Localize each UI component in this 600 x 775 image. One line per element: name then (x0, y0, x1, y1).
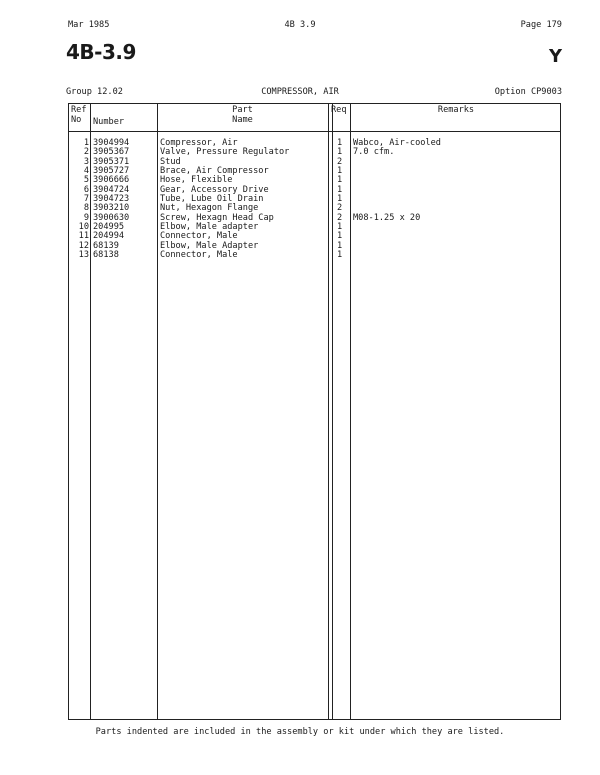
cell-ref: 7 (83, 194, 89, 205)
cell-req: 1 (337, 222, 343, 233)
cell-req: 1 (337, 166, 343, 177)
cell-ref: 1 (83, 138, 89, 148)
header-part-name: Part Name (232, 105, 253, 125)
number-column (93, 139, 129, 260)
cell-req: 1 (337, 138, 343, 148)
cell-remarks: 7.0 cfm. (353, 147, 395, 158)
cell-ref: 13 (78, 250, 89, 261)
header-remarks: Remarks (437, 105, 475, 115)
column-divider (328, 104, 329, 719)
cell-part-name: Connector, Male (160, 250, 238, 261)
cell-part-name: Brace, Air Compressor (160, 166, 269, 177)
page-date: Mar 1985 (68, 20, 110, 30)
cell-number: 68138 (93, 250, 119, 261)
cell-req: 1 (337, 147, 343, 158)
cell-remarks (353, 167, 441, 176)
cell-req: 1 (337, 240, 343, 251)
ref-column (71, 139, 89, 260)
cell-ref: 12 (78, 240, 89, 251)
cell-number: 3904723 (93, 194, 130, 205)
cell-number: 3904724 (93, 184, 130, 195)
cell-remarks (353, 223, 441, 232)
name-column (160, 139, 289, 260)
cell-remarks: M08-1.25 x 20 (353, 212, 421, 223)
column-divider (332, 104, 333, 719)
footer-note: Parts indented are included in the assembly or kit under which they are listed. (95, 727, 505, 737)
cell-number: 204995 (93, 222, 125, 233)
cell-number: 68139 (93, 240, 119, 251)
cell-number: 3905371 (93, 156, 130, 167)
cell-part-name: Elbow, Male adapter (160, 222, 259, 233)
revision-mark: Y (548, 46, 562, 67)
cell-remarks (353, 232, 441, 241)
cell-ref: 4 (83, 166, 89, 177)
section-code: 4B 3.9 (284, 20, 316, 30)
cell-part-name: Nut, Hexagon Flange (160, 203, 259, 214)
column-divider (350, 104, 351, 719)
cell-req: 1 (337, 175, 343, 186)
cell-ref: 8 (83, 203, 89, 214)
cell-req: 1 (337, 231, 343, 242)
cell-ref: 2 (83, 147, 89, 158)
cell-ref: 10 (78, 222, 89, 233)
cell-remarks (353, 195, 441, 204)
column-divider (157, 104, 158, 719)
cell-number: 3900630 (93, 212, 130, 223)
cell-req: 2 (337, 212, 343, 223)
cell-remarks: Wabco, Air-cooled (353, 138, 441, 148)
header-number: Number (93, 117, 125, 127)
cell-part-name: Elbow, Male Adapter (160, 240, 259, 251)
cell-number: 3905727 (93, 166, 130, 177)
option-label: Option CP9003 (494, 87, 562, 97)
page-number: Page 179 (520, 20, 562, 30)
cell-remarks (353, 186, 441, 195)
header-req: Req (331, 105, 347, 115)
header-divider (69, 131, 560, 132)
cell-req: 1 (337, 184, 343, 195)
cell-remarks (353, 158, 441, 167)
cell-req: 2 (337, 203, 343, 214)
cell-part-name: Connector, Male (160, 231, 238, 242)
cell-req: 1 (337, 250, 343, 261)
cell-part-name: Tube, Lube Oil Drain (160, 194, 264, 205)
cell-req: 2 (337, 156, 343, 167)
cell-ref: 9 (83, 212, 89, 223)
cell-number: 3903210 (93, 203, 130, 214)
section-title: COMPRESSOR, AIR (261, 87, 339, 97)
cell-remarks (353, 251, 441, 260)
cell-part-name: Stud (160, 156, 181, 167)
cell-number: 3905367 (93, 147, 130, 158)
group-label: Group 12.02 (66, 87, 123, 97)
parts-table (68, 103, 561, 720)
cell-part-name: Screw, Hexagn Head Cap (160, 212, 274, 223)
req-column (337, 139, 342, 260)
cell-number: 3906666 (93, 175, 130, 186)
cell-ref: 6 (83, 184, 89, 195)
cell-remarks (353, 176, 441, 185)
cell-ref: 11 (78, 231, 89, 242)
column-divider (90, 104, 91, 719)
cell-req: 1 (337, 194, 343, 205)
cell-part-name: Hose, Flexible (160, 175, 233, 186)
cell-ref: 5 (83, 175, 89, 186)
cell-part-name: Gear, Accessory Drive (160, 184, 269, 195)
remarks-column (353, 139, 441, 260)
cell-part-name: Compressor, Air (160, 138, 238, 148)
cell-remarks (353, 242, 441, 251)
cell-ref: 3 (83, 156, 89, 167)
header-ref-no: Ref No (71, 105, 87, 125)
page-title: 4B-3.9 (66, 40, 136, 64)
cell-number: 3904994 (93, 138, 130, 148)
cell-part-name: Valve, Pressure Regulator (160, 147, 290, 158)
cell-number: 204994 (93, 231, 125, 242)
